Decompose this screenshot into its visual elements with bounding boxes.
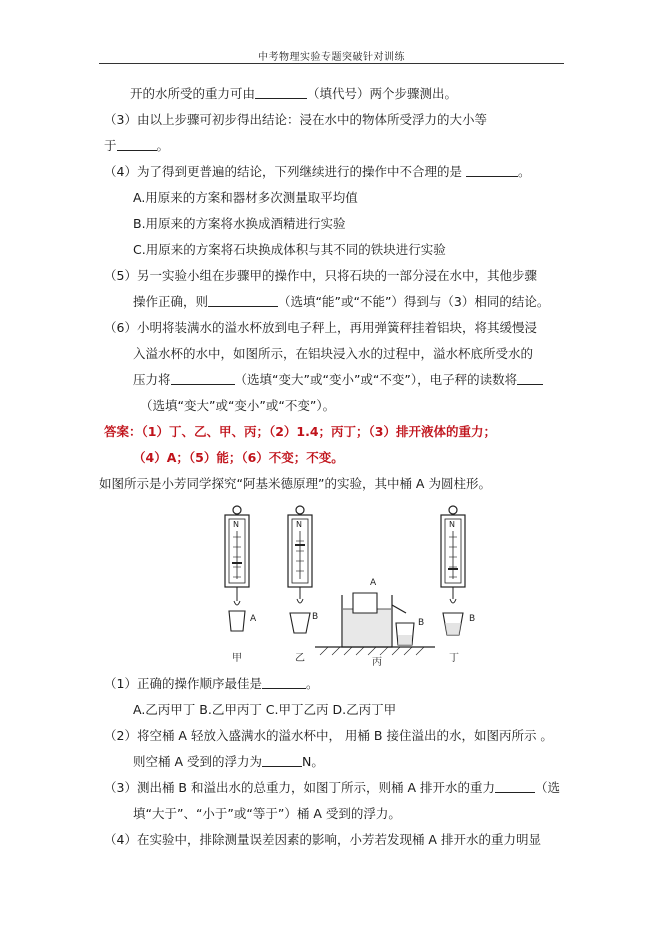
text-line-4: （4）为了得到更普遍的结论，下列继续进行的操作中不合理的是 。 bbox=[104, 164, 531, 179]
spring-scale-jia bbox=[225, 506, 249, 631]
label-jia: 甲 bbox=[232, 653, 242, 664]
text-line-3: 于 。 bbox=[104, 138, 170, 153]
text-line-11: 入溢水杯的水中，如图所示，在铝块浸入水的过程中，溢水杯底所受水的 bbox=[133, 346, 534, 361]
spring-scale-ding bbox=[441, 506, 465, 635]
text-line-1: 开的水所受的重力可由 （填代号）两个步骤测出。 bbox=[130, 86, 458, 101]
svg-text:N: N bbox=[449, 520, 455, 529]
label-bing: 丙 bbox=[372, 657, 382, 667]
text-line-2: （3）由以上步骤可初步得出结论：浸在水中的物体所受浮力的大小等 bbox=[104, 112, 487, 127]
svg-text:N: N bbox=[296, 520, 302, 529]
text-line-12: 压力将 （选填“变大”或“变小”或“不变”），电子秤的读数将 bbox=[133, 372, 543, 388]
text-line-13: （选填“变大”或“变小”或“不变”）。 bbox=[140, 398, 336, 413]
svg-text:B: B bbox=[418, 618, 425, 628]
svg-text:N: N bbox=[233, 520, 239, 529]
text-line-10: （6）小明将装满水的溢水杯放到电子秤上，再用弹簧秤挂着铝块，将其缓慢浸 bbox=[104, 320, 537, 335]
label-ding: 丁 bbox=[449, 653, 459, 664]
q3-line-2: 填“大于”、“小于”或“等于”）桶 A 受到的浮力。 bbox=[133, 806, 401, 821]
header-rule bbox=[99, 63, 564, 64]
page-header: 中考物理实验专题突破针对训练 bbox=[258, 52, 405, 63]
svg-text:A: A bbox=[250, 614, 257, 624]
svg-text:B: B bbox=[469, 614, 476, 624]
text-line-9: 操作正确，则 （选填“能”或“不能”）得到与（3）相同的结论。 bbox=[133, 294, 550, 309]
option-a: A.用原来的方案和器材多次测量取平均值 bbox=[133, 190, 358, 205]
q1-line: （1）正确的操作顺序最佳是 。 bbox=[104, 676, 319, 691]
label-yi: 乙 bbox=[295, 653, 305, 664]
option-b: B.用原来的方案将水换成酒精进行实验 bbox=[133, 216, 346, 231]
spring-scale-yi bbox=[288, 506, 312, 633]
q1-options: A.乙丙甲丁 B.乙甲丙丁 C.甲丁乙丙 D.乙丙丁甲 bbox=[133, 702, 397, 717]
answer-line-2: （4）A；（5）能；（6）不变；不变。 bbox=[133, 450, 344, 465]
q2-line-2: 则空桶 A 受到的浮力为 N。 bbox=[133, 754, 324, 769]
svg-text:A: A bbox=[370, 578, 377, 588]
q3-line: （3）测出桶 B 和溢出水的总重力，如图丁所示，则桶 A 排开水的重力 （选 bbox=[104, 780, 560, 795]
overflow-cup-bing bbox=[315, 578, 435, 655]
intro-line: 如图所示是小芳同学探究“阿基米德原理”的实验，其中桶 A 为圆柱形。 bbox=[99, 476, 491, 491]
svg-text:B: B bbox=[312, 612, 319, 622]
answer-line-1: 答案：（1）丁、乙、甲、丙；（2）1.4；丙丁；（3）排开液体的重力； bbox=[104, 424, 496, 439]
q4-line: （4）在实验中，排除测量误差因素的影响，小芳若发现桶 A 排开水的重力明显 bbox=[104, 832, 541, 847]
experiment-figure bbox=[210, 505, 500, 667]
q2-line: （2）将空桶 A 轻放入盛满水的溢水杯中， 用桶 B 接住溢出的水，如图丙所示 。 bbox=[104, 728, 553, 743]
text-line-8: （5）另一实验小组在步骤甲的操作中，只将石块的一部分浸在水中，其他步骤 bbox=[104, 268, 537, 283]
option-c: C.用原来的方案将石块换成体积与其不同的铁块进行实验 bbox=[133, 242, 446, 257]
